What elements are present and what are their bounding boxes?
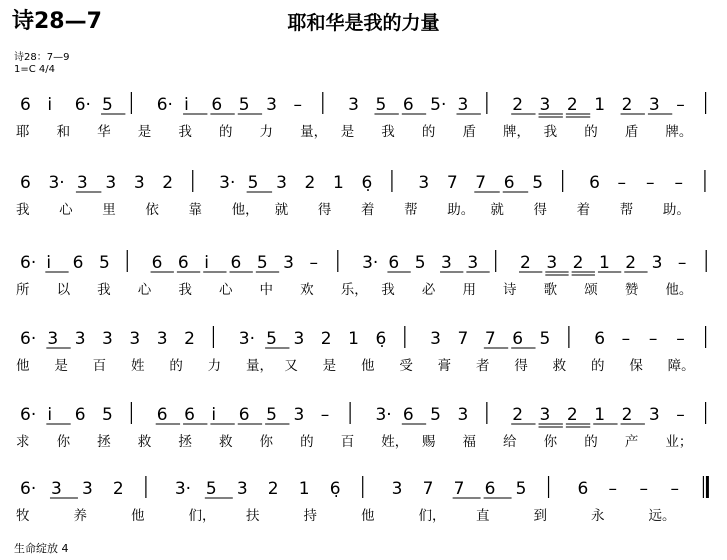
lyric-word: 心: [59, 202, 73, 218]
note: 6: [177, 253, 189, 273]
lyric-word: 远。: [648, 508, 676, 524]
note: 2: [625, 253, 637, 273]
note: –: [646, 173, 655, 193]
lyric-word: 中: [259, 282, 274, 298]
lyric-word: 靠: [188, 202, 202, 218]
note: 6: [74, 405, 86, 425]
note: 2: [512, 95, 524, 115]
lyric-word: 他: [131, 508, 145, 524]
note: 6̣: [329, 479, 341, 499]
note: 3: [467, 253, 479, 273]
note: 3: [546, 253, 558, 273]
lyric-word: 他。: [665, 282, 693, 298]
lyric-word: 所: [16, 282, 30, 298]
note: 3·: [238, 329, 255, 349]
lyric-word: 救: [552, 358, 567, 374]
note: 5·: [430, 95, 447, 115]
lyric-word: 力: [259, 124, 274, 140]
note: 6: [151, 253, 163, 273]
note: 5: [238, 95, 250, 115]
note: 3: [441, 253, 452, 273]
lyric-line: [16, 433, 692, 450]
note: 5: [102, 95, 113, 115]
score-row: [16, 402, 706, 450]
note: 2: [572, 253, 584, 273]
note-line: [20, 92, 706, 117]
note: 5: [515, 479, 527, 499]
lyric-word: 的: [218, 124, 233, 140]
note: 3: [283, 253, 294, 273]
note: 3: [648, 95, 660, 115]
lyric-word: 救: [137, 434, 152, 450]
note: 6·: [20, 329, 37, 349]
note: 6̣: [361, 173, 373, 193]
note: –: [648, 329, 658, 349]
lyric-word: 帮: [404, 202, 418, 218]
note: 6: [512, 329, 524, 349]
note: 6·: [20, 253, 37, 273]
lyric-word: 是: [322, 358, 337, 374]
note: 5: [98, 253, 110, 273]
lyric-word: 他，: [231, 202, 259, 218]
scripture-reference: 诗28：7—9: [14, 52, 70, 63]
note: 2: [112, 479, 124, 499]
lyric-word: 扶: [246, 508, 260, 524]
note: –: [621, 329, 631, 349]
lyric-word: 力: [207, 358, 222, 374]
lyric-word: 和: [56, 124, 71, 140]
note: –: [309, 253, 318, 273]
lyric-word: 盾: [624, 124, 639, 140]
note: 2: [566, 405, 578, 425]
note: 3: [50, 479, 62, 499]
note: 3: [129, 329, 141, 349]
note: 5: [266, 329, 277, 349]
note: 3: [651, 253, 663, 273]
note: 3: [81, 479, 93, 499]
note: 3: [236, 479, 248, 499]
lyric-word: 就: [274, 202, 289, 218]
lyric-word: 直: [476, 508, 490, 524]
lyric-word: 是: [340, 124, 355, 140]
note: 3: [348, 95, 359, 115]
lyric-word: 福: [462, 434, 476, 450]
note: 3: [276, 173, 287, 193]
note: 3: [47, 329, 59, 349]
lyric-word: 的: [591, 358, 605, 374]
lyric-word: 得: [317, 202, 332, 218]
note: –: [676, 95, 685, 115]
score-row: [16, 326, 706, 374]
note: 6·: [156, 95, 173, 115]
lyric-word: 拯: [178, 434, 192, 450]
note: 1: [594, 95, 606, 115]
note: 5: [375, 95, 387, 115]
lyric-line: [16, 281, 692, 298]
note: 1: [594, 405, 606, 425]
note: 6: [503, 173, 515, 193]
note: 3: [418, 173, 430, 193]
lyric-word: 着: [576, 202, 591, 218]
note: 7: [484, 329, 496, 349]
lyric-word: 牌，: [503, 124, 531, 140]
note: 6·: [20, 479, 37, 499]
note: 2: [267, 479, 279, 499]
score-row: [16, 476, 707, 524]
lyric-word: 他: [361, 358, 375, 374]
note: –: [617, 173, 627, 193]
note: 5: [256, 253, 268, 273]
lyric-word: 们，: [188, 508, 216, 524]
note: 2: [621, 95, 633, 115]
lyric-word: 着: [361, 202, 375, 218]
lyric-word: 得: [533, 202, 547, 218]
note: 3: [102, 329, 113, 349]
note: 3: [539, 95, 551, 115]
lyric-word: 百: [92, 358, 107, 374]
lyric-word: 用: [462, 282, 476, 298]
lyric-word: 到: [533, 508, 547, 524]
lyric-word: 依: [145, 202, 159, 218]
note: –: [320, 405, 330, 425]
note: 6̣: [375, 329, 387, 349]
note: 2: [512, 405, 524, 425]
note: 3: [539, 405, 551, 425]
note: 5: [430, 405, 441, 425]
note: 3·: [174, 479, 192, 499]
lyric-word: 拯: [97, 434, 111, 450]
note: 6: [484, 479, 496, 499]
footer-source: 生命绽放 4: [14, 542, 69, 555]
lyric-word: 的: [584, 434, 598, 450]
note: –: [676, 329, 685, 349]
lyric-word: 们，: [418, 508, 446, 524]
note: 7: [446, 173, 458, 193]
lyric-word: 的: [421, 124, 436, 140]
note: 5: [102, 405, 113, 425]
note: i̇: [184, 95, 189, 115]
note: 6: [20, 173, 31, 193]
lyric-word: 助。: [447, 202, 475, 218]
lyric-word: 是: [54, 358, 68, 374]
note: 3: [430, 329, 441, 349]
note: 7: [422, 479, 434, 499]
lyric-word: 欢: [300, 282, 314, 298]
lyric-word: 牧: [16, 508, 30, 524]
note: 3·: [48, 173, 65, 193]
note: 3: [156, 329, 168, 349]
lyric-word: 赞: [624, 282, 639, 298]
lyric-word: 帮: [619, 202, 634, 218]
note: 2: [520, 253, 531, 273]
note: 5: [532, 173, 544, 193]
note: 3: [76, 173, 88, 193]
note: 3: [74, 329, 86, 349]
note-line: [20, 476, 707, 499]
note: –: [674, 173, 683, 193]
note: 6: [230, 253, 242, 273]
note: 3: [457, 95, 469, 115]
note: 6: [589, 173, 600, 193]
note: –: [677, 253, 687, 273]
lyric-word: 姓，: [381, 434, 409, 450]
lyric-word: 我: [178, 124, 192, 140]
lyric-word: 助。: [662, 202, 690, 218]
note: 3: [133, 173, 145, 193]
key-signature: 1=C 4/4: [14, 64, 55, 75]
lyric-word: 我: [543, 124, 558, 140]
lyric-word: 以: [56, 282, 71, 298]
note: 6: [72, 253, 84, 273]
score-row: [16, 92, 706, 140]
note: 3: [391, 479, 403, 499]
note: 5: [266, 405, 277, 425]
note: i̇: [211, 405, 217, 425]
note: 6: [388, 253, 400, 273]
note-line: [20, 402, 706, 427]
note: 5: [247, 173, 259, 193]
lyric-word: 膏: [437, 358, 452, 374]
note: 3: [266, 95, 277, 115]
note: –: [293, 95, 302, 115]
lyric-word: 你: [259, 434, 274, 450]
note: 1: [348, 329, 359, 349]
note: 1: [333, 173, 344, 193]
note: 3: [293, 329, 305, 349]
lyric-word: 乐，: [340, 282, 368, 298]
lyric-word: 里: [102, 202, 116, 218]
lyric-word: 业；: [665, 434, 693, 450]
note: 3: [648, 405, 660, 425]
note: 6: [156, 405, 168, 425]
lyric-line: [16, 123, 692, 140]
note: 2: [320, 329, 332, 349]
lyric-word: 他: [16, 358, 30, 374]
hymn-reference: 诗28—7: [12, 9, 102, 34]
note: 1: [598, 253, 610, 273]
lyric-word: 颂: [584, 282, 598, 298]
lyric-word: 受: [399, 358, 413, 374]
note-line: [20, 170, 705, 193]
lyric-word: 歌: [543, 282, 558, 298]
note: 5: [539, 329, 551, 349]
note: –: [676, 405, 685, 425]
note: 3: [293, 405, 305, 425]
note: 5: [414, 253, 426, 273]
note: 6: [594, 329, 606, 349]
note: 6: [184, 405, 195, 425]
lyric-line: [16, 507, 676, 524]
lyric-word: 姓: [131, 358, 145, 374]
lyric-word: 得: [514, 358, 528, 374]
note: 1: [298, 479, 310, 499]
note: 2: [566, 95, 578, 115]
lyric-word: 他: [361, 508, 375, 524]
lyric-word: 必: [421, 282, 436, 298]
lyric-word: 心: [218, 282, 233, 298]
lyric-word: 的: [584, 124, 598, 140]
note: 6: [238, 405, 250, 425]
note: –: [639, 479, 648, 499]
lyric-word: 的: [169, 358, 183, 374]
note: i̇: [47, 95, 53, 115]
lyric-word: 量，: [300, 124, 328, 140]
lyric-word: 华: [97, 124, 111, 140]
lyric-word: 是: [137, 124, 152, 140]
score-row: [16, 250, 706, 298]
hymn-title: 耶和华是我的力量: [287, 12, 440, 34]
note: 3: [457, 405, 469, 425]
lyric-word: 保: [629, 358, 643, 374]
lyric-line: [16, 357, 695, 374]
note: i̇: [204, 253, 209, 273]
note: 5: [205, 479, 217, 499]
lyric-word: 心: [137, 282, 152, 298]
lyric-word: 就: [490, 202, 504, 218]
lyric-word: 赐: [421, 434, 436, 450]
lyric-word: 产: [624, 434, 639, 450]
note: 6: [577, 479, 589, 499]
score-row: [16, 170, 705, 218]
note: i̇: [47, 405, 53, 425]
lyric-word: 我: [381, 124, 395, 140]
lyric-word: 我: [16, 202, 30, 218]
note: –: [608, 479, 617, 499]
note: 3·: [219, 173, 236, 193]
note: 2: [184, 329, 195, 349]
note: 7: [475, 173, 487, 193]
note: 3: [105, 173, 117, 193]
lyric-word: 你: [543, 434, 558, 450]
note: 6: [402, 95, 414, 115]
note: –: [670, 479, 679, 499]
lyric-word: 救: [218, 434, 233, 450]
lyric-word: 百: [340, 434, 355, 450]
note-line: [20, 250, 706, 275]
lyric-word: 我: [178, 282, 192, 298]
note: 7: [453, 479, 465, 499]
note: 6: [211, 95, 223, 115]
note: i̇: [46, 253, 52, 273]
lyric-word: 又: [284, 358, 298, 374]
note: 2: [621, 405, 633, 425]
lyric-word: 持: [303, 508, 317, 524]
note: 2: [304, 173, 316, 193]
lyric-word: 障。: [667, 358, 695, 374]
lyric-word: 的: [300, 434, 314, 450]
lyric-word: 诗: [503, 282, 517, 298]
lyric-word: 给: [503, 434, 517, 450]
note: 6: [20, 95, 31, 115]
lyric-word: 量，: [246, 358, 273, 374]
lyric-line: [16, 201, 690, 218]
lyric-word: 耶: [16, 124, 30, 140]
lyric-word: 养: [73, 508, 87, 524]
note: 6: [402, 405, 414, 425]
note: 3·: [362, 253, 379, 273]
lyric-word: 永: [591, 508, 605, 524]
lyric-word: 牌。: [665, 124, 693, 140]
note: 2: [162, 173, 174, 193]
note: 6·: [74, 95, 91, 115]
lyric-word: 我: [97, 282, 111, 298]
note: 3·: [375, 405, 392, 425]
lyric-word: 你: [56, 434, 71, 450]
note: 6·: [20, 405, 37, 425]
lyric-word: 盾: [462, 124, 476, 140]
lyric-word: 求: [16, 434, 30, 450]
lyric-word: 我: [381, 282, 395, 298]
note: 7: [457, 329, 469, 349]
note-line: [20, 326, 706, 349]
lyric-word: 者: [476, 358, 490, 374]
